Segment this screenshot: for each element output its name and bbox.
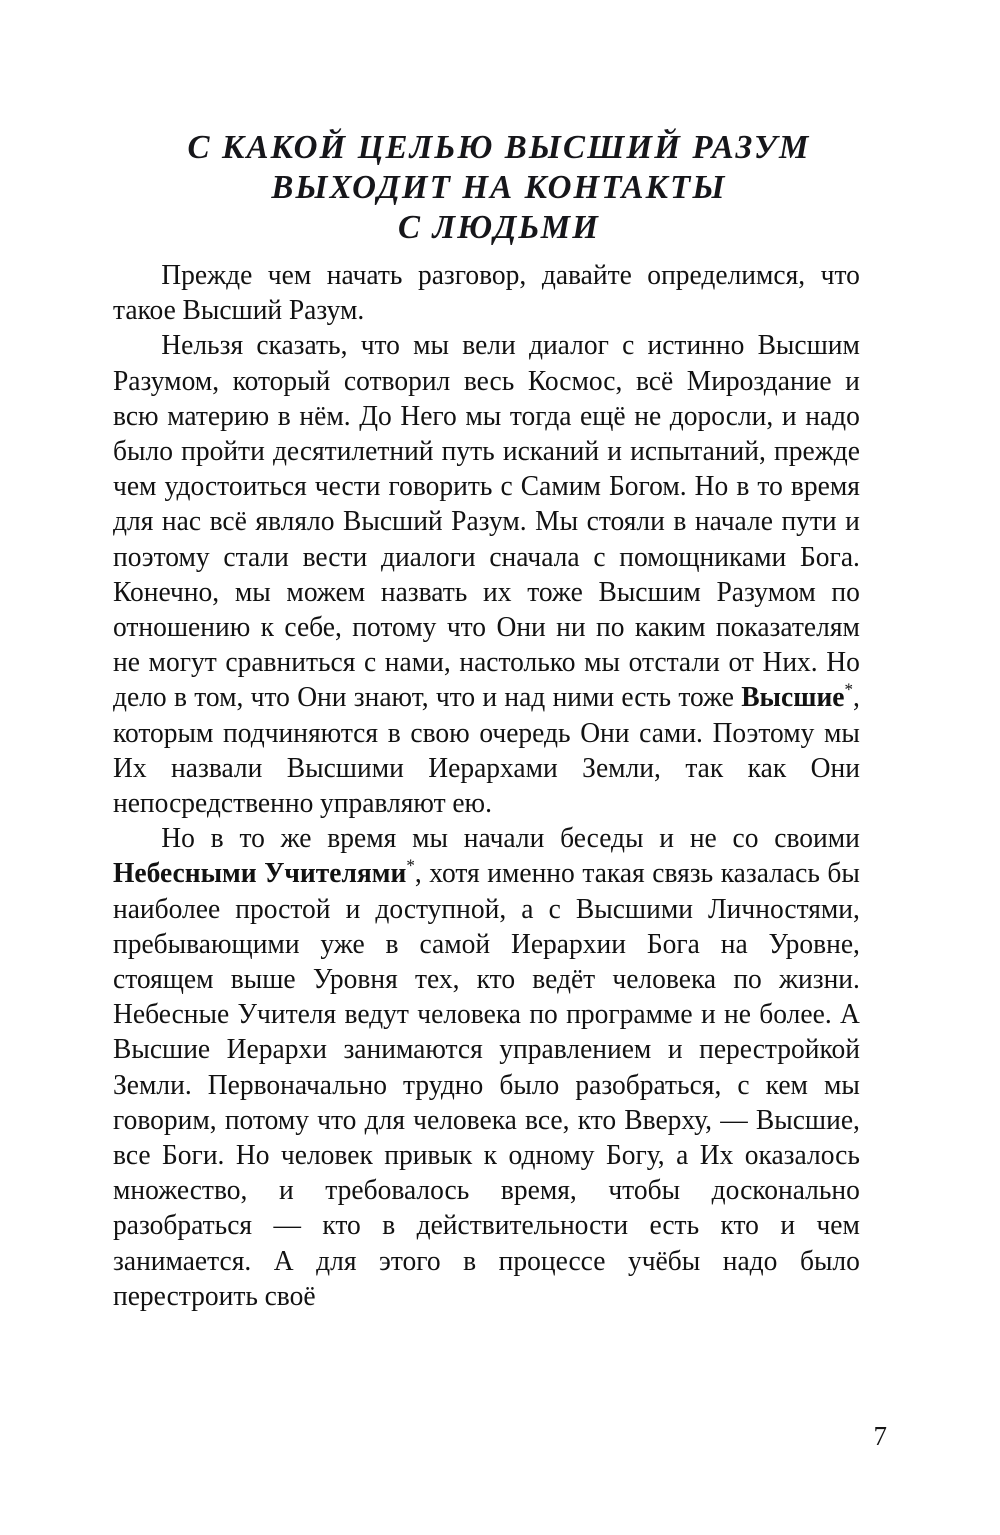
footnote-marker: * xyxy=(406,855,415,876)
chapter-title xyxy=(113,128,885,248)
bold-term: Небесными Учителями xyxy=(113,858,407,890)
paragraph: Но в то же время мы начали беседы и не со своими Небесными Учителями*, хотя именно такая связь казалась бы наиболее простой и доступной, а с Высшими Личностями, пребывающими уже в самой Иерархии Бога на Уровне, стоящем выше Уровня тех, кто ведёт человека по жизни. Небесные Учителя ведут человека по программе и не более. А Высшие Иерархи занимаются управлением и перестройкой Земли. Первоначально трудно было разобраться, с кем мы говорим, потому что для человека все, кто Вверху, — Высшие, все Боги. Но человек привык к одному Богу, а Их оказалось множество, и требовалось время, чтобы досконально разобраться — кто в действительности есть кто и чем занимается. А для этого в процессе учёбы надо было перестроить своё xyxy=(113,823,860,1312)
chapter-title-line-3: С ЛЮДЬМИ xyxy=(397,209,601,246)
chapter-title-line-2: ВЫХОДИТ НА КОНТАКТЫ xyxy=(271,169,727,206)
paragraph: Нельзя сказать, что мы вели диалог с истинно Высшим Разумом, который сотворил весь Космос, всё Мироздание и всю материю в нём. До Него мы тогда ещё не доросли, и надо было пройти десятилетний путь исканий и испытаний, прежде чем удостоиться чести говорить с Самим Богом. Но в то время для нас всё являло Высший Разум. Мы стояли в начале пути и поэтому стали вести диалоги сначала с помощниками Бога. Конечно, мы можем назвать их тоже Высшим Разумом по отношению к себе, потому что Они ни по каким показателям не могут сравниться с нами, настолько мы отстали от Них. Но дело в том, что Они знают, что и над ними есть тоже Высшие*, которым подчиняются в свою очередь Они сами. Поэтому мы Их назвали Высшими Иерархами Земли, так как Они непосредственно управляют ею. xyxy=(113,330,860,820)
page-number: 7 xyxy=(873,1421,887,1451)
body-text-column xyxy=(113,258,887,1314)
chapter-title-line-1: С КАКОЙ ЦЕЛЬЮ ВЫСШИЙ РАЗУМ xyxy=(187,129,811,166)
paragraph: Прежде чем начать разговор, давайте определимся, что такое Высший Разум. xyxy=(113,260,860,327)
footnote-marker: * xyxy=(844,679,854,700)
bold-term: Высшие xyxy=(741,682,845,714)
